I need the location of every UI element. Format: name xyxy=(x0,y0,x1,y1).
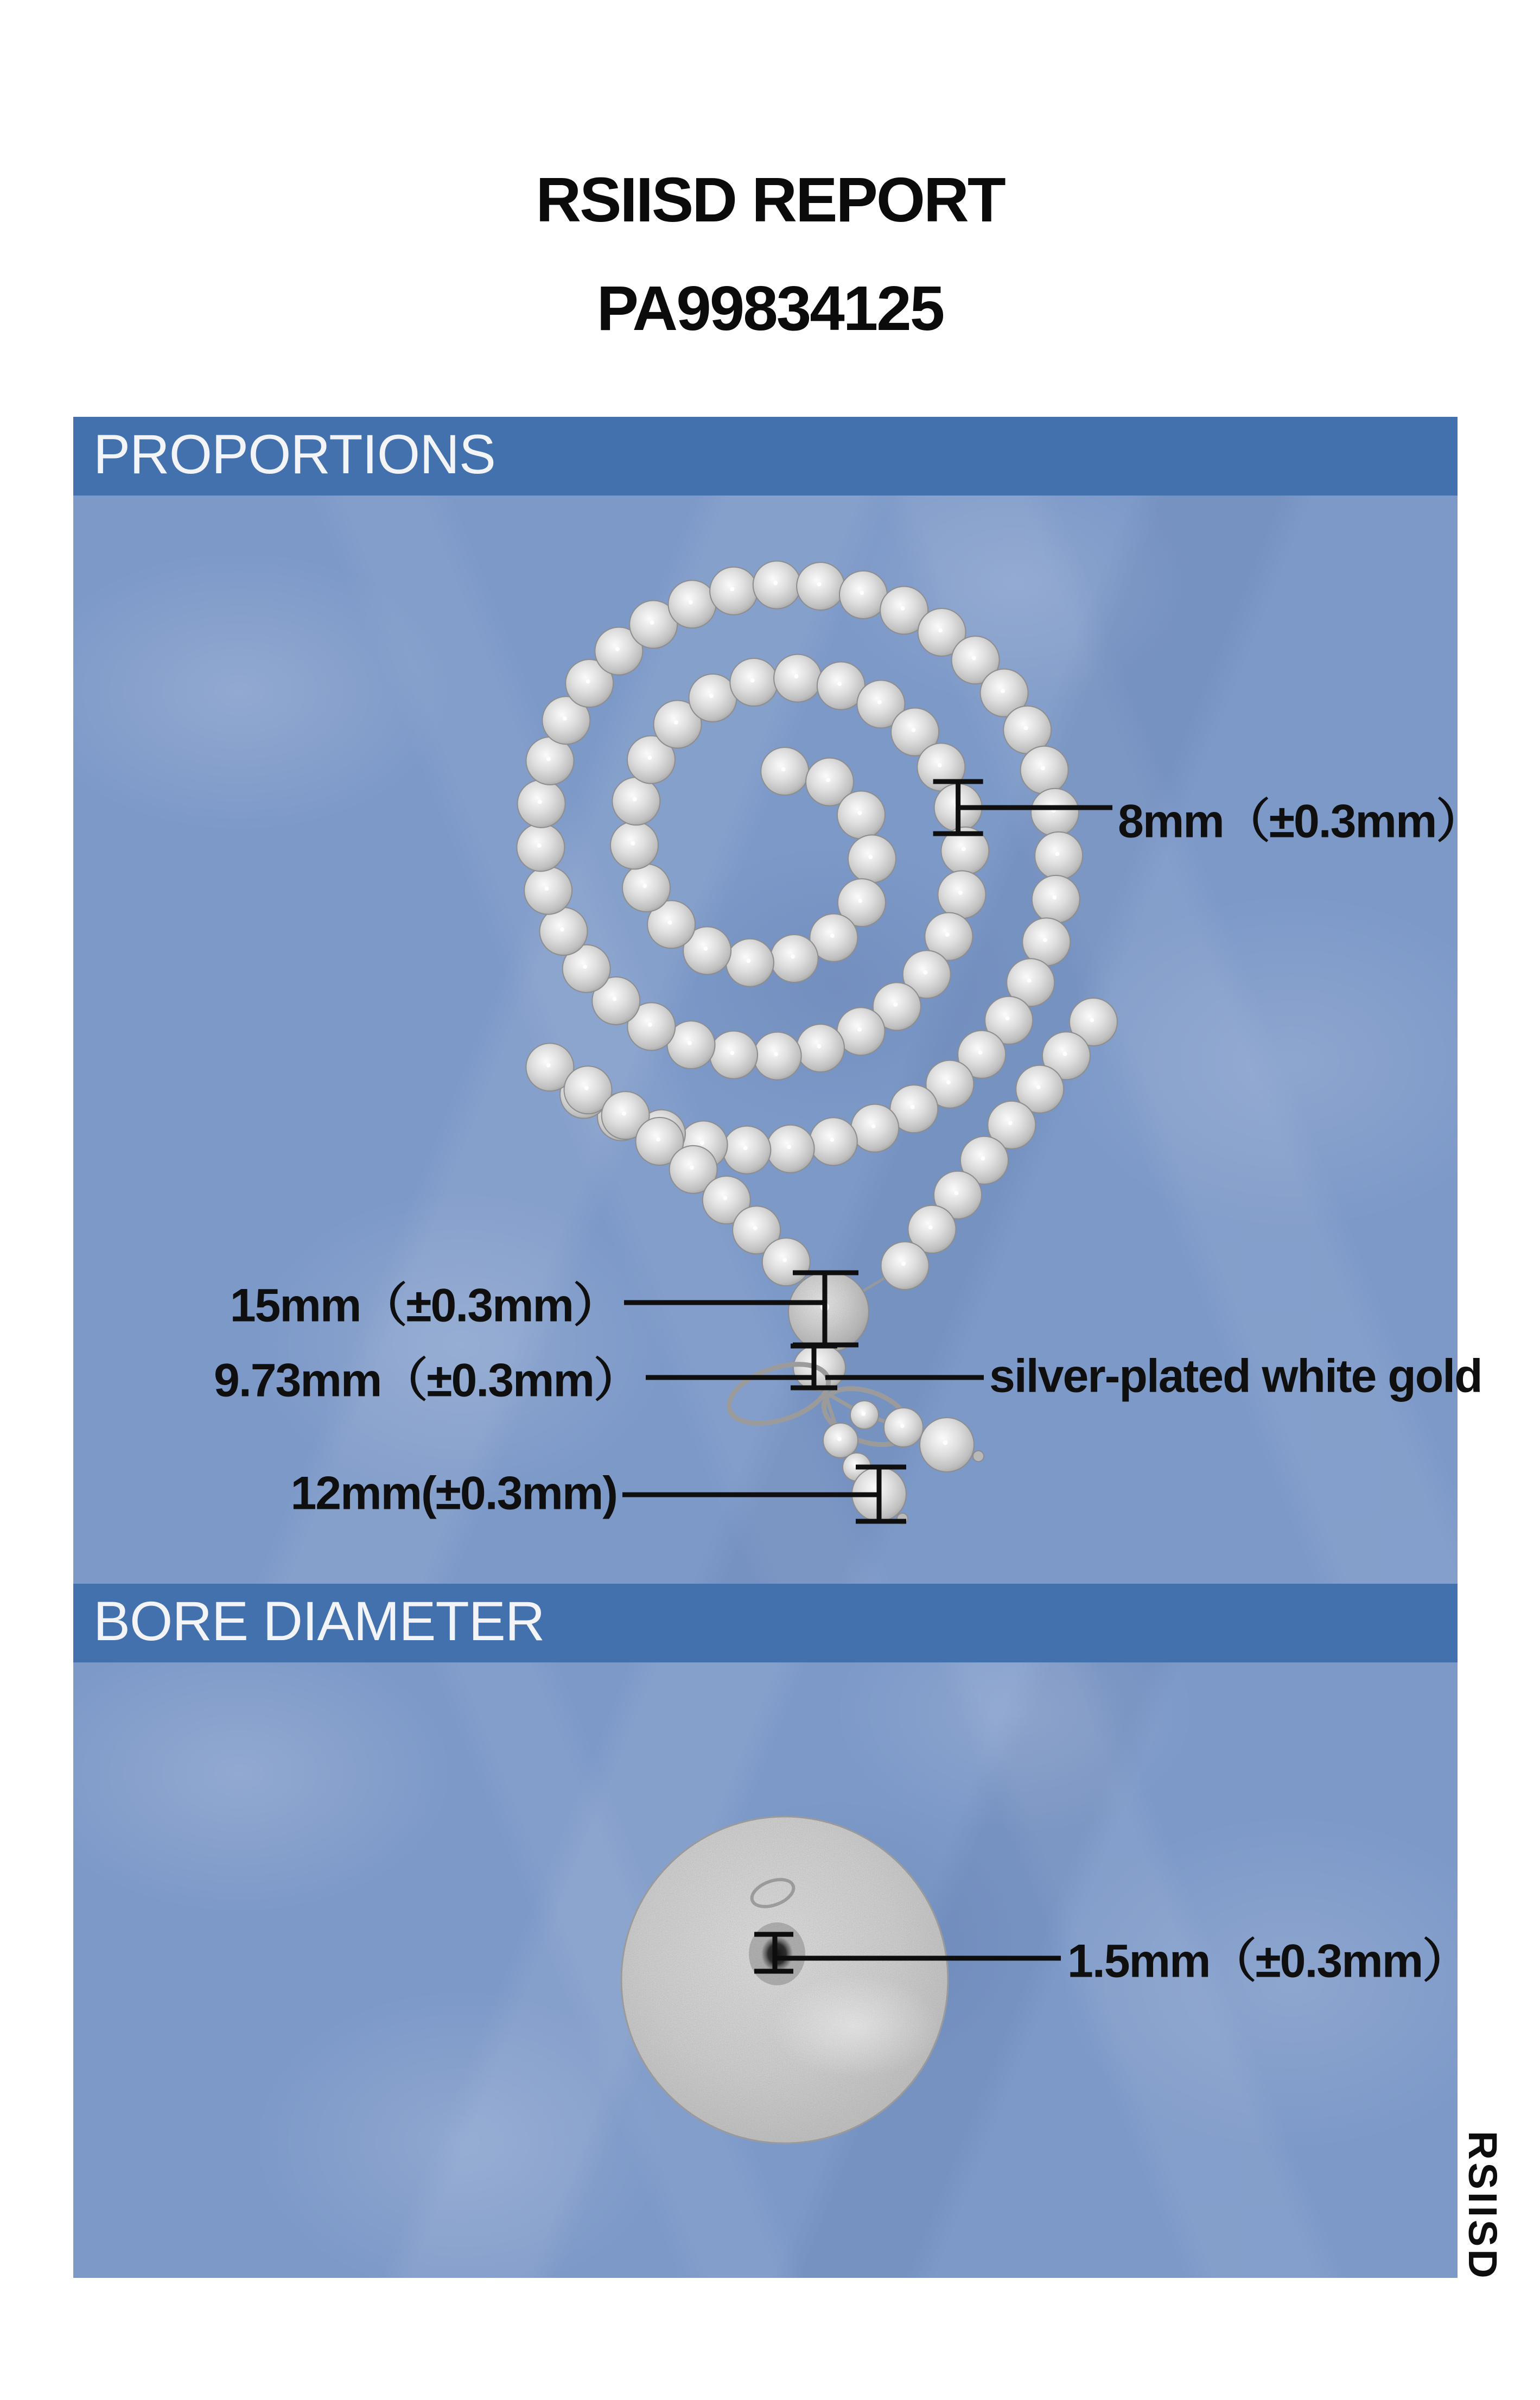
page-title: RSIISD REPORT xyxy=(536,164,1004,235)
bore-bead-group xyxy=(621,1817,948,2143)
proportions-header-label: PROPORTIONS xyxy=(93,423,495,485)
bore-bead-highlight xyxy=(771,1974,939,2078)
dangle-bead-label: 12mm(±0.3mm) xyxy=(290,1467,617,1520)
bore-header-label: BORE DIAMETER xyxy=(93,1590,545,1652)
bead-diameter-label: 8mm（±0.3mm） xyxy=(1118,795,1482,848)
side-watermark: RSIISD xyxy=(1460,2131,1505,2281)
guru-bead-label: 15mm（±0.3mm） xyxy=(230,1279,619,1332)
bore-diameter-label: 1.5mm（±0.3mm） xyxy=(1067,1935,1468,1988)
spacer-bead-label: 9.73mm（±0.3mm） xyxy=(213,1354,639,1407)
proportions-panel xyxy=(73,417,1482,1584)
material-label: silver-plated white gold xyxy=(989,1350,1482,1402)
bore-diameter-panel xyxy=(73,1584,1468,2278)
report-number: PA99834125 xyxy=(596,273,944,344)
